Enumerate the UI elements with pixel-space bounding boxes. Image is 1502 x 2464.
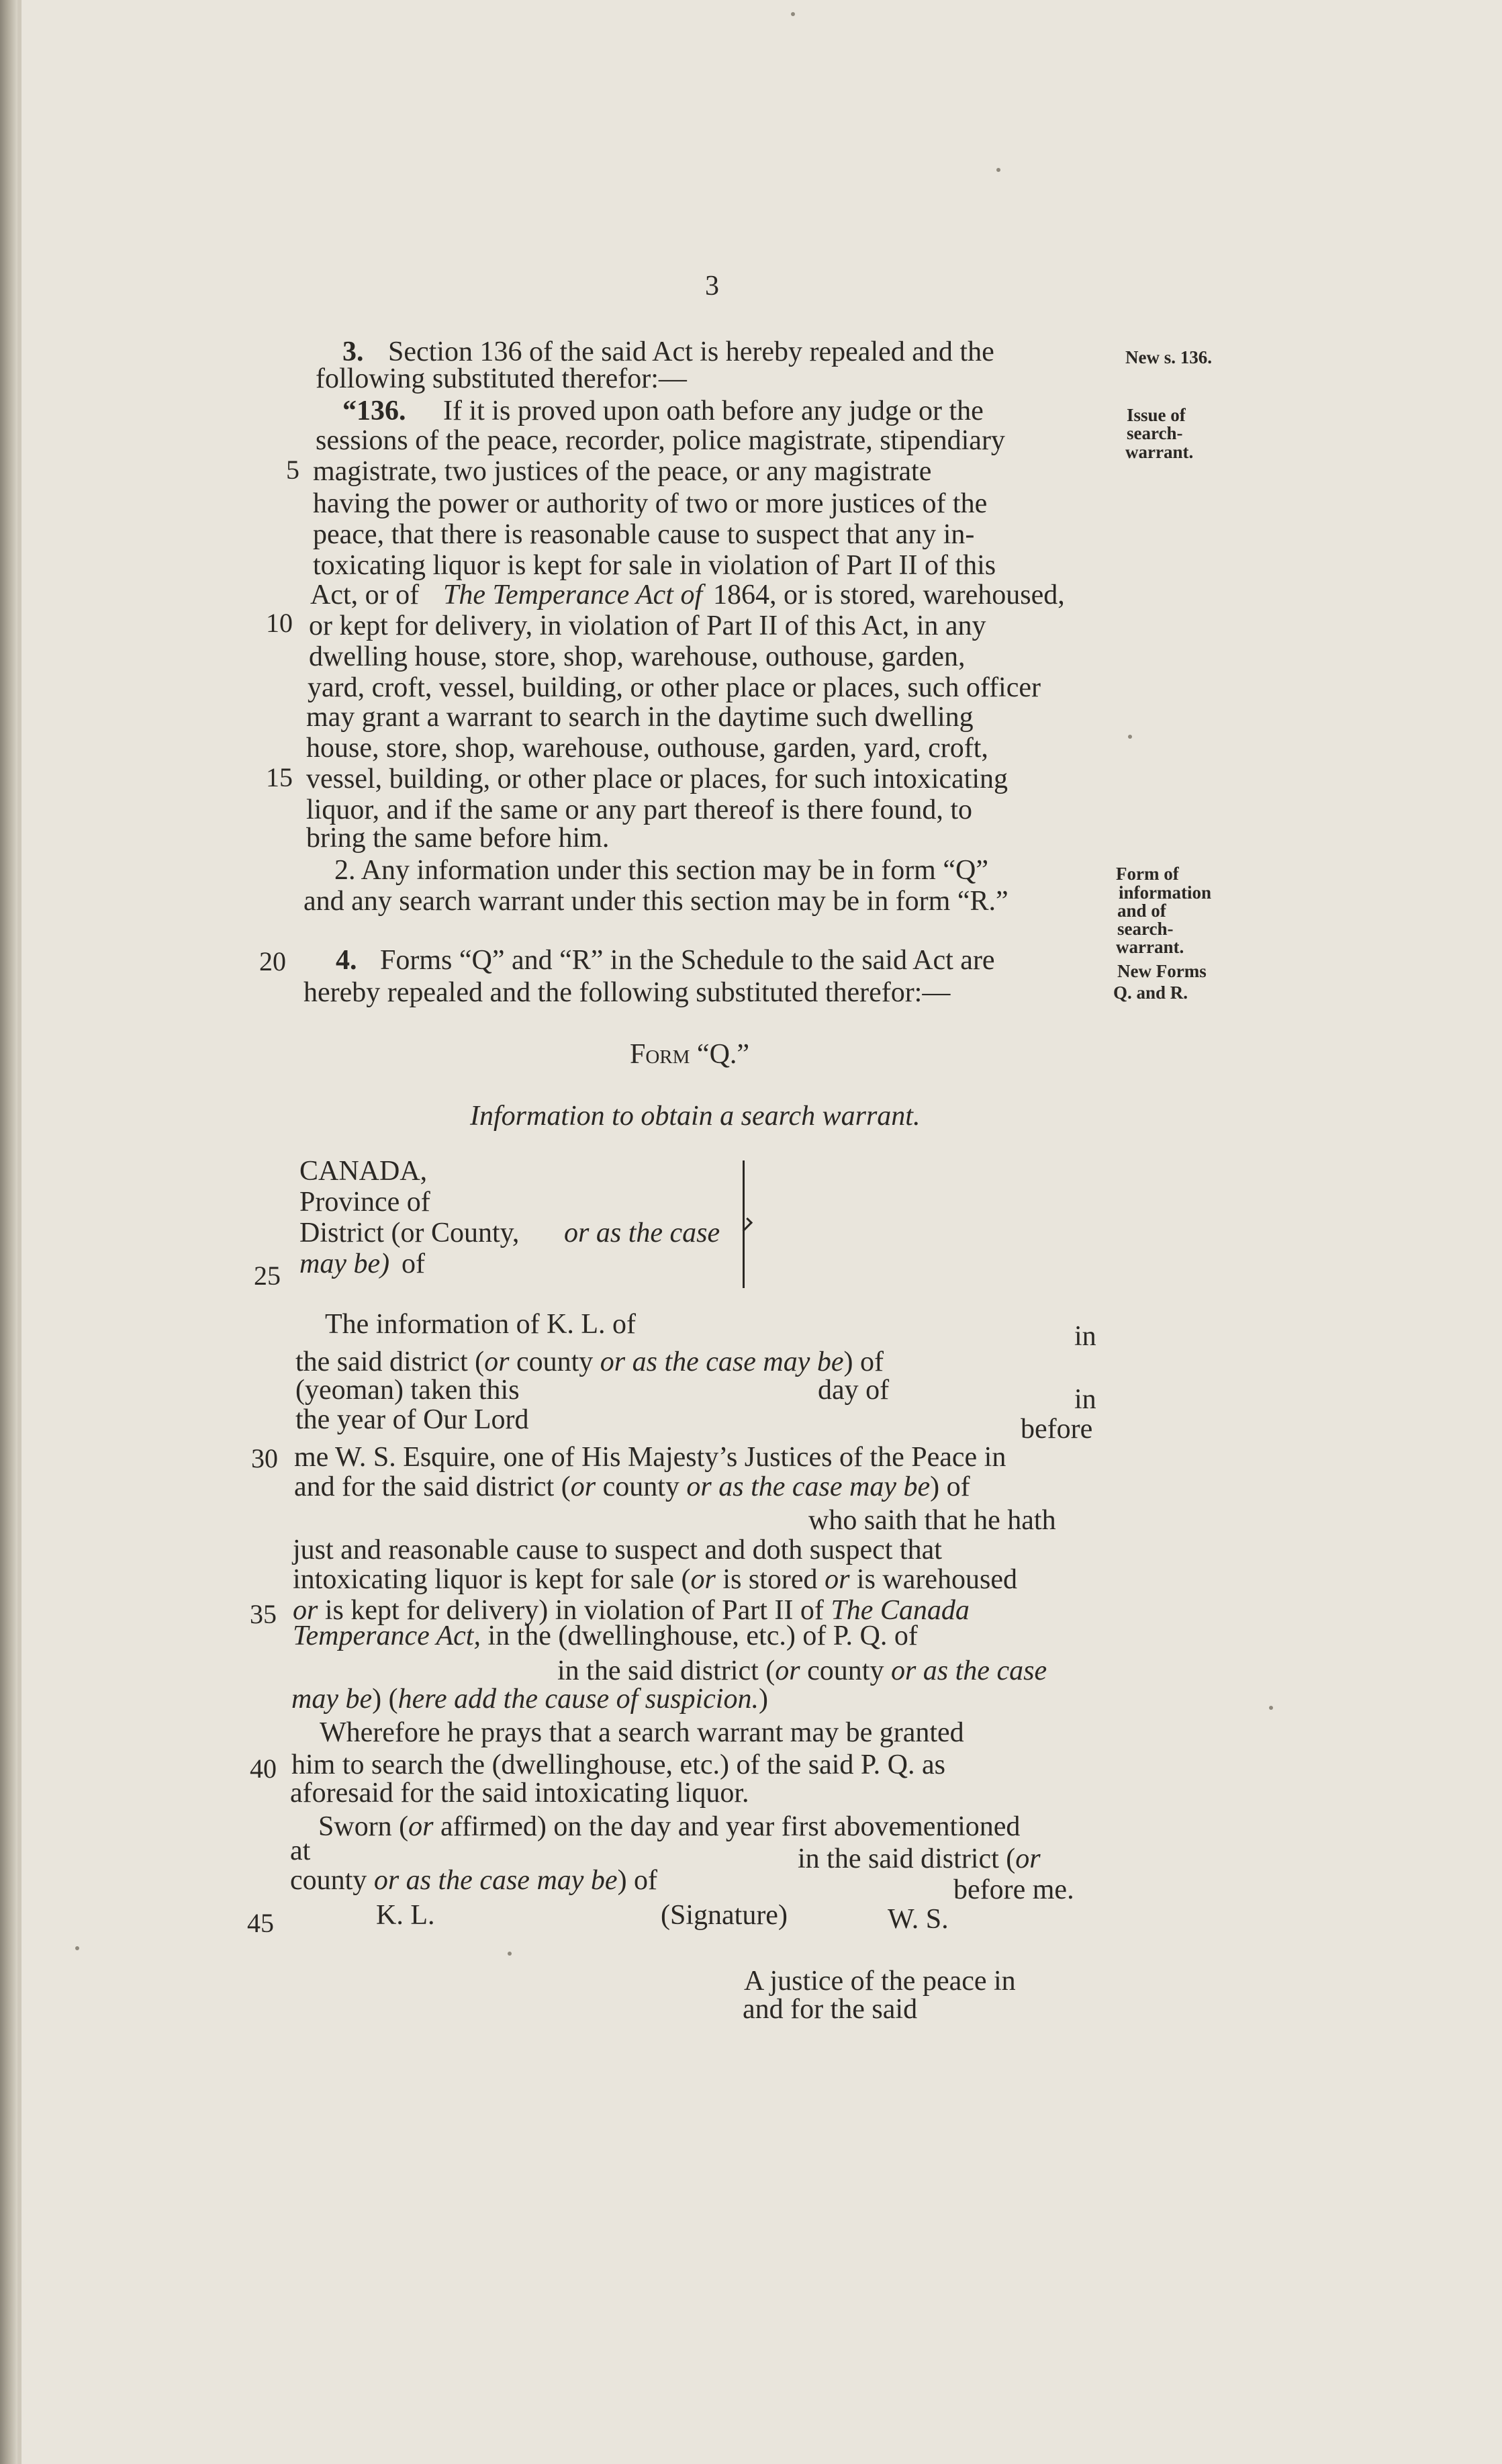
form-text: the year of Our Lord xyxy=(295,1404,529,1435)
paper-speck xyxy=(1269,1706,1273,1710)
line-text: or kept for delivery, in violation of Part II of this Act, in any xyxy=(309,610,986,641)
signature-label: (Signature) xyxy=(661,1900,788,1931)
line-text: 2. Any information under this section may be in form “Q” xyxy=(334,855,988,886)
form-text: in the said district (or xyxy=(798,1843,1041,1874)
line-text: Act, or of xyxy=(310,580,420,610)
paper-speck xyxy=(508,1952,512,1956)
form-text: at xyxy=(290,1835,311,1866)
form-text: before me. xyxy=(953,1874,1074,1905)
line-text: 1864, or is stored, warehoused, xyxy=(713,580,1065,610)
form-text: intoxicating liquor is kept for sale (or is stored or is warehoused xyxy=(293,1564,1018,1595)
line-text: sessions of the peace, recorder, police magistrate, stipendiary xyxy=(316,425,1005,456)
margin-note: Q. and R. xyxy=(1113,983,1188,1003)
form-subtitle: Information to obtain a search warrant. xyxy=(470,1101,921,1132)
margin-note: New s. 136. xyxy=(1125,347,1212,367)
margin-note: warrant. xyxy=(1125,442,1194,462)
form-text: in xyxy=(1074,1384,1096,1415)
form-text: in the said district (or county or as the case xyxy=(557,1655,1047,1686)
form-text: county or as the case may be) of xyxy=(290,1865,658,1896)
line-text: and any search warrant under this section may be in form “R.” xyxy=(303,886,1008,917)
caption-text: CANADA, xyxy=(299,1156,428,1187)
form-text: him to search the (dwellinghouse, etc.) of the said P. Q. as xyxy=(291,1749,945,1780)
form-text: Wherefore he prays that a search warrant may be granted xyxy=(320,1717,964,1748)
margin-note: warrant. xyxy=(1116,937,1184,957)
line-number: 10 xyxy=(266,608,293,638)
margin-note: search- xyxy=(1127,423,1183,443)
paper-speck xyxy=(996,168,1000,172)
form-text: in xyxy=(1074,1321,1096,1352)
margin-note: search- xyxy=(1117,919,1174,939)
line-text: dwelling house, store, shop, warehouse, outhouse, garden, xyxy=(309,641,966,672)
page-binding-shadow xyxy=(17,0,21,2464)
line-text: Section 136 of the said Act is hereby repealed and the xyxy=(388,336,994,367)
caption-text: Province of xyxy=(299,1187,430,1218)
line-text: magistrate, two justices of the peace, or any magistrate xyxy=(313,456,932,487)
form-text: A justice of the peace in xyxy=(744,1966,1016,1997)
line-number: 45 xyxy=(247,1908,274,1938)
line-text: having the power or authority of two or more justices of the xyxy=(313,488,988,519)
line-text: bring the same before him. xyxy=(306,823,610,854)
line-text: following substituted therefor:— xyxy=(316,363,687,394)
form-text: The information of K. L. of xyxy=(325,1309,637,1340)
margin-note: information xyxy=(1119,882,1211,903)
signature-informant: K. L. xyxy=(376,1900,435,1931)
form-title: Form “Q.” xyxy=(630,1039,750,1070)
line-text: yard, croft, vessel, building, or other place or places, such officer xyxy=(308,672,1041,703)
paper-speck xyxy=(791,12,795,16)
caption-text: may be) xyxy=(299,1248,390,1279)
paper-speck xyxy=(1128,735,1132,739)
form-text: and for the said xyxy=(743,1994,918,2025)
line-text: hereby repealed and the following substituted therefor:— xyxy=(303,977,951,1008)
form-text: or is kept for delivery) in violation of Part II of The Canada xyxy=(293,1595,970,1626)
margin-note: Issue of xyxy=(1127,405,1186,425)
form-text: just and reasonable cause to suspect and doth suspect that xyxy=(293,1535,942,1565)
line-number: 40 xyxy=(250,1753,277,1784)
section-number: 4. xyxy=(336,945,357,976)
form-text: and for the said district (or county or as the case may be) of xyxy=(294,1471,970,1502)
line-text: If it is proved upon oath before any judge or the xyxy=(443,396,984,426)
act-title: The Temperance Act of xyxy=(443,580,703,610)
line-number: 30 xyxy=(251,1443,278,1473)
form-text: me W. S. Esquire, one of His Majesty’s Justices of the Peace in xyxy=(294,1442,1006,1473)
form-text: Temperance Act, in the (dwellinghouse, etc.) of P. Q. of xyxy=(293,1621,918,1651)
line-text: may grant a warrant to search in the daytime such dwelling xyxy=(306,702,974,733)
form-text: day of xyxy=(818,1375,890,1406)
line-text: house, store, shop, warehouse, outhouse, garden, yard, croft, xyxy=(306,733,988,764)
section-number: 3. xyxy=(342,336,364,367)
form-text: Sworn (or affirmed) on the day and year first abovementioned xyxy=(318,1811,1021,1842)
line-text: Forms “Q” and “R” in the Schedule to the said Act are xyxy=(380,945,995,976)
line-number: 25 xyxy=(254,1261,281,1291)
form-text: (yeoman) taken this xyxy=(295,1375,520,1406)
margin-note: and of xyxy=(1117,901,1166,921)
line-number: 20 xyxy=(259,946,286,976)
section-number: “136. xyxy=(342,396,406,426)
page-number: 3 xyxy=(705,271,719,302)
margin-note: New Forms xyxy=(1117,961,1207,981)
line-text: toxicating liquor is kept for sale in violation of Part II of this xyxy=(313,550,996,581)
form-text: before xyxy=(1021,1414,1093,1445)
caption-text: or as the case xyxy=(564,1218,720,1248)
form-text: may be) (here add the cause of suspicion.) xyxy=(291,1684,768,1715)
line-text: peace, that there is reasonable cause to suspect that any in- xyxy=(313,519,975,550)
form-text: who saith that he hath xyxy=(808,1505,1056,1536)
form-text: aforesaid for the said intoxicating liquor. xyxy=(290,1778,749,1809)
page-binding-edge xyxy=(0,0,17,2464)
paper-speck xyxy=(75,1946,79,1950)
margin-note: Form of xyxy=(1116,864,1179,884)
line-text: vessel, building, or other place or places, for such intoxicating xyxy=(306,764,1008,794)
caption-text: of xyxy=(402,1248,425,1279)
caption-text: District (or County, xyxy=(299,1218,520,1248)
line-text: liquor, and if the same or any part thereof is there found, to xyxy=(306,794,973,825)
line-number: 15 xyxy=(266,762,293,792)
signature-justice: W. S. xyxy=(888,1904,949,1935)
line-number: 5 xyxy=(286,455,299,485)
form-text: the said district (or county or as the case may be) of xyxy=(295,1347,884,1377)
line-number: 35 xyxy=(250,1599,277,1629)
